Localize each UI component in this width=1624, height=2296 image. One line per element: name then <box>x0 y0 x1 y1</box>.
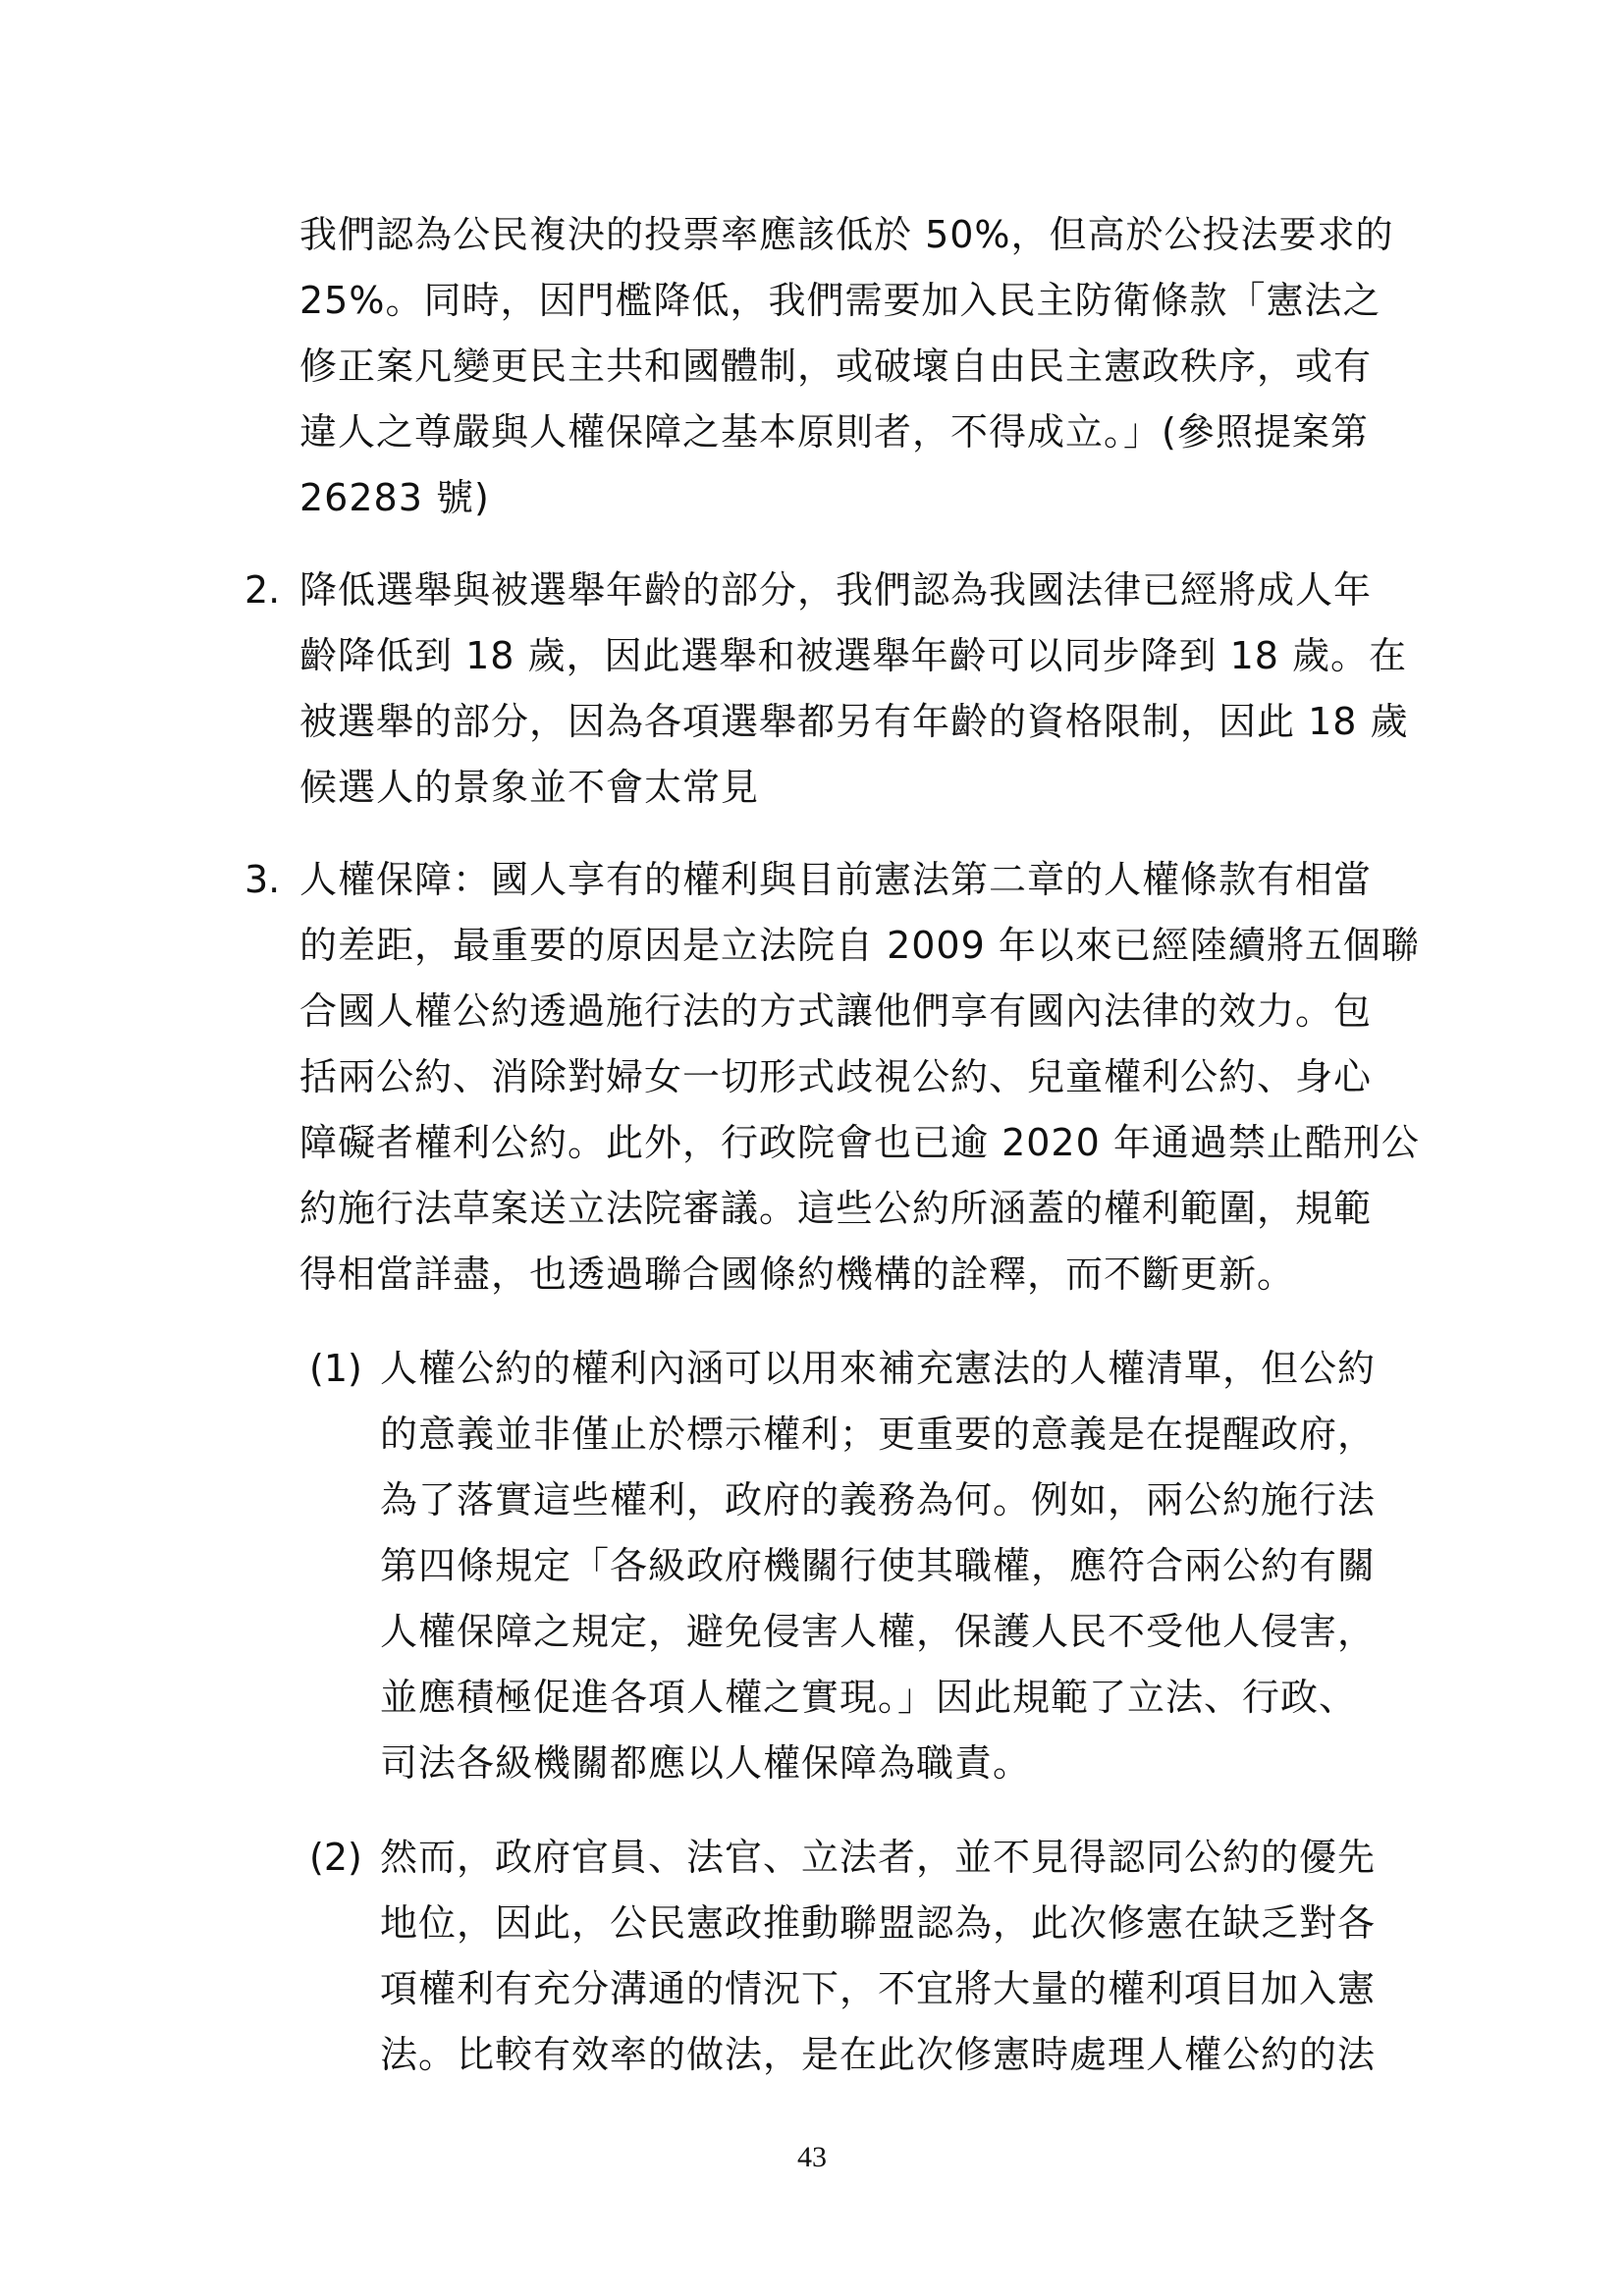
text-line: 降低選舉與被選舉年齡的部分，我們認為我國法律已經將成人年 <box>299 568 1373 612</box>
text-line: 候選人的景象並不會太常見 <box>299 766 760 809</box>
text-line: 括兩公約、消除對婦女一切形式歧視公約、兒童權利公約、身心 <box>299 1055 1373 1098</box>
text-line: 26283 號) <box>299 476 490 519</box>
text-line: 的意義並非僅止於標示權利；更重要的意義是在提醒政府， <box>380 1413 1377 1456</box>
text-line: 司法各級機關都應以人權保障為職責。 <box>380 1741 1032 1785</box>
text-line: 障礙者權利公約。此外，行政院會也已逾 2020 年通過禁止酷刑公 <box>299 1121 1420 1164</box>
text-line: 人權保障之規定，避免侵害人權，保護人民不受他人侵害， <box>380 1610 1377 1653</box>
text-line: 並應積極促進各項人權之實現。」因此規範了立法、行政、 <box>380 1676 1358 1719</box>
text-line: 齡降低到 18 歲，因此選舉和被選舉年齡可以同步降到 18 歲。在 <box>299 634 1408 677</box>
text-line: 合國人權公約透過施行法的方式讓他們享有國內法律的效力。包 <box>299 989 1373 1033</box>
text-line: 然而，政府官員、法官、立法者，並不見得認同公約的優先 <box>380 1836 1377 1879</box>
text-line: 約施行法草案送立法院審議。這些公約所涵蓋的權利範圍，規範 <box>299 1187 1373 1230</box>
text-line: 法。比較有效率的做法，是在此次修憲時處理人權公約的法 <box>380 2033 1377 2076</box>
text-line: 地位，因此，公民憲政推動聯盟認為，此次修憲在缺乏對各 <box>380 1901 1377 1945</box>
text-line: 人權公約的權利內涵可以用來補充憲法的人權清單，但公約 <box>380 1347 1377 1390</box>
list-number: 3. <box>244 858 281 901</box>
text-line: 的差距，最重要的原因是立法院自 2009 年以來已經陸續將五個聯 <box>299 924 1420 967</box>
text-line: 第四條規定「各級政府機關行使其職權，應符合兩公約有關 <box>380 1544 1377 1587</box>
text-line: 為了落實這些權利，政府的義務為何。例如，兩公約施行法 <box>380 1478 1377 1522</box>
sub-item-number: (1) <box>309 1347 362 1390</box>
text-line: 得相當詳盡，也透過聯合國條約機構的詮釋，而不斷更新。 <box>299 1253 1296 1296</box>
text-line: 違人之尊嚴與人權保障之基本原則者，不得成立。」(參照提案第 <box>299 410 1369 454</box>
text-line: 我們認為公民複決的投票率應該低於 50%，但高於公投法要求的 <box>299 213 1394 256</box>
text-line: 25%。同時，因門檻降低，我們需要加入民主防衛條款「憲法之 <box>299 279 1381 322</box>
text-line: 項權利有充分溝通的情況下，不宜將大量的權利項目加入憲 <box>380 1967 1377 2010</box>
text-line: 人權保障：國人享有的權利與目前憲法第二章的人權條款有相當 <box>299 858 1373 901</box>
text-line: 修正案凡變更民主共和國體制，或破壞自由民主憲政秩序，或有 <box>299 345 1373 388</box>
page-number: 43 <box>797 2141 827 2173</box>
list-number: 2. <box>244 568 281 612</box>
text-line: 被選舉的部分，因為各項選舉都另有年齡的資格限制，因此 18 歲 <box>299 700 1409 743</box>
sub-item-number: (2) <box>309 1836 362 1879</box>
